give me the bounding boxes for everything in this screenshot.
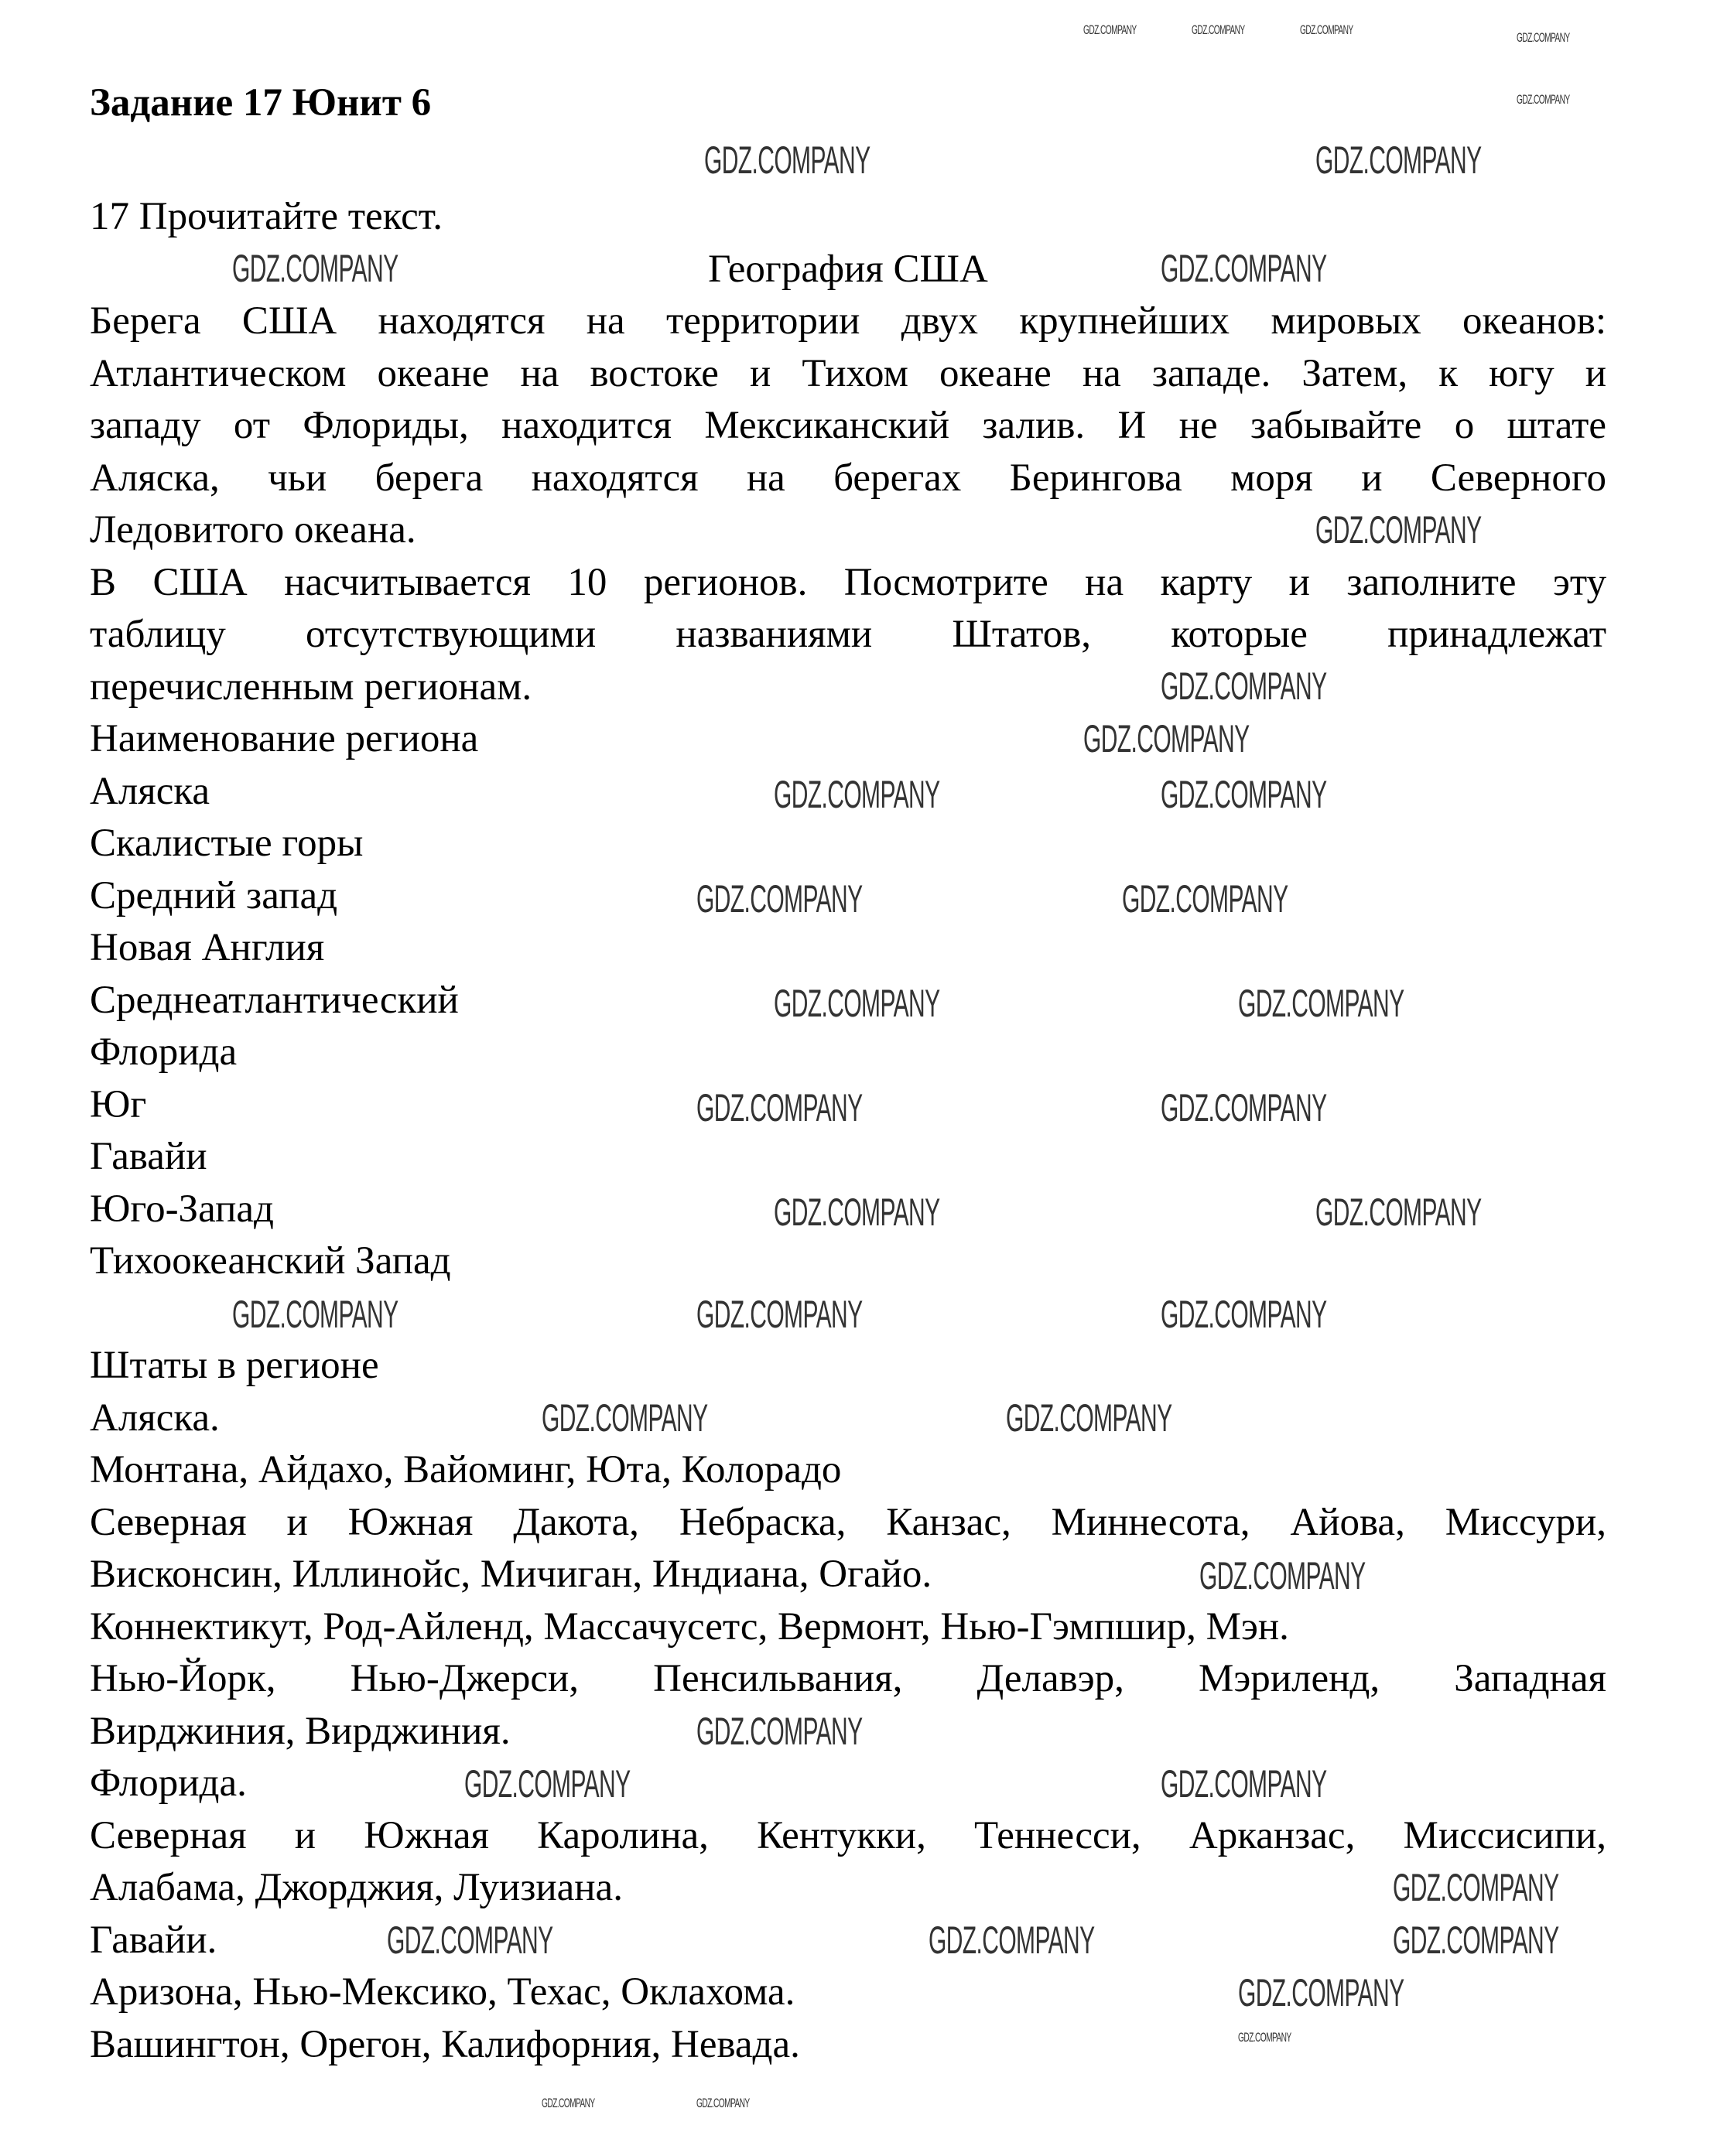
states-line: Северная и Южная Дакота, Небраска, Канзас, Миннесота, Айова, Миссури,	[90, 1500, 1606, 1544]
states-line: Нью-Йорк, Нью-Джерси, Пенсильвания, Делавэр, Мэриленд, Западная	[90, 1657, 1606, 1700]
watermark: GDZ.COMPANY	[1161, 773, 1327, 816]
states-line: Вашингтон, Орегон, Калифорния, Невада.	[90, 2022, 800, 2066]
page-heading: Задание 17 Юнит 6	[90, 81, 432, 125]
region-item: Скалистые горы	[90, 822, 364, 865]
states-line: Висконсин, Иллинойс, Мичиган, Индиана, Огайо.	[90, 1553, 932, 1596]
watermark: GDZ.COMPANY	[696, 1710, 863, 1753]
states-line: Монтана, Айдахо, Вайоминг, Юта, Колорадо	[90, 1448, 842, 1491]
watermark: GDZ.COMPANY	[1238, 982, 1404, 1025]
watermark: GDZ.COMPANY	[232, 247, 398, 290]
watermark: GDZ.COMPANY	[696, 1293, 863, 1336]
paragraph-line: западу от Флориды, находится Мексиканский залив. И не забывайте о штате	[90, 404, 1606, 447]
watermark: GDZ.COMPANY	[1393, 1866, 1559, 1909]
text-title: География США	[708, 247, 988, 291]
paragraph-2	[90, 557, 1606, 714]
watermark: GDZ.COMPANY	[464, 1762, 631, 1806]
watermark: GDZ.COMPANY	[1315, 138, 1482, 182]
watermark: GDZ.COMPANY	[387, 1919, 553, 1962]
watermark: GDZ.COMPANY	[1238, 1971, 1404, 2014]
region-item: Тихоокеанский Запад	[90, 1239, 451, 1283]
states-line: Аризона, Нью-Мексико, Техас, Оклахома.	[90, 1970, 795, 2014]
paragraph-line: таблицу отсутствующими названиями Штатов, которые принадлежат	[90, 613, 1606, 656]
region-item: Аляска	[90, 769, 210, 813]
states-header: Штаты в регионе	[90, 1344, 379, 1387]
watermark: GDZ.COMPANY	[1315, 1191, 1482, 1234]
region-item: Гавайи	[90, 1135, 207, 1178]
watermark: GDZ.COMPANY	[704, 138, 870, 182]
watermark: GDZ.COMPANY	[1300, 22, 1353, 37]
watermark: GDZ.COMPANY	[774, 1191, 940, 1234]
document-body	[90, 191, 1606, 2071]
watermark: GDZ.COMPANY	[232, 1293, 398, 1336]
states-line: Флорида.	[90, 1761, 247, 1805]
region-item: Новая Англия	[90, 926, 325, 969]
states-line: Гавайи.	[90, 1918, 217, 1962]
watermark: GDZ.COMPANY	[1192, 22, 1245, 37]
paragraph-line: Аляска, чьи берега находятся на берегах Берингова моря и Северного	[90, 456, 1606, 500]
watermark: GDZ.COMPANY	[696, 1086, 863, 1129]
task-intro: 17 Прочитайте текст.	[90, 195, 443, 238]
watermark: GDZ.COMPANY	[1161, 665, 1327, 708]
watermark: GDZ.COMPANY	[1517, 30, 1570, 45]
watermark: GDZ.COMPANY	[1238, 2030, 1291, 2045]
watermark: GDZ.COMPANY	[1161, 1293, 1327, 1336]
watermark: GDZ.COMPANY	[1393, 1919, 1559, 1962]
paragraph-line: В США насчитывается 10 регионов. Посмотрите на карту и заполните эту	[90, 560, 1606, 604]
watermark: GDZ.COMPANY	[696, 2096, 750, 2110]
states-line: Коннектикут, Род-Айленд, Массачусетс, Вермонт, Нью-Гэмпшир, Мэн.	[90, 1604, 1289, 1649]
region-item: Среднеатлантический	[90, 978, 459, 1022]
region-item: Юго-Запад	[90, 1187, 274, 1231]
watermark: GDZ.COMPANY	[542, 1396, 708, 1440]
watermark: GDZ.COMPANY	[1122, 877, 1288, 921]
paragraph-line: перечисленным регионам.	[90, 665, 532, 709]
states-line: Вирджиния, Вирджиния.	[90, 1709, 511, 1753]
watermark: GDZ.COMPANY	[1315, 508, 1482, 552]
region-item: Флорида	[90, 1030, 238, 1074]
states-line: Северная и Южная Каролина, Кентукки, Теннесси, Арканзас, Миссисипи,	[90, 1813, 1606, 1857]
watermark: GDZ.COMPANY	[774, 773, 940, 816]
paragraph-line: Ледовитого океана.	[90, 508, 416, 552]
watermark: GDZ.COMPANY	[1161, 1762, 1327, 1806]
watermark: GDZ.COMPANY	[1006, 1396, 1172, 1440]
region-item: Средний запад	[90, 873, 338, 917]
watermark: GDZ.COMPANY	[1161, 247, 1327, 290]
states-line: Аляска.	[90, 1396, 220, 1440]
paragraph-line: Берега США находятся на территории двух крупнейших мировых океанов:	[90, 299, 1606, 343]
watermark: GDZ.COMPANY	[1517, 92, 1570, 107]
paragraph-line: Атлантическом океане на востоке и Тихом океане на западе. Затем, к югу и	[90, 351, 1606, 395]
watermark: GDZ.COMPANY	[696, 877, 863, 921]
watermark: GDZ.COMPANY	[929, 1919, 1095, 1962]
watermark: GDZ.COMPANY	[1199, 1554, 1366, 1597]
regions-header: Наименование региона	[90, 717, 479, 760]
watermark: GDZ.COMPANY	[1083, 717, 1250, 760]
watermark: GDZ.COMPANY	[542, 2096, 595, 2110]
watermark: GDZ.COMPANY	[1161, 1086, 1327, 1129]
watermark: GDZ.COMPANY	[1083, 22, 1137, 37]
watermark: GDZ.COMPANY	[774, 982, 940, 1025]
states-line: Алабама, Джорджия, Луизиана.	[90, 1866, 623, 1909]
region-item: Юг	[90, 1082, 147, 1126]
